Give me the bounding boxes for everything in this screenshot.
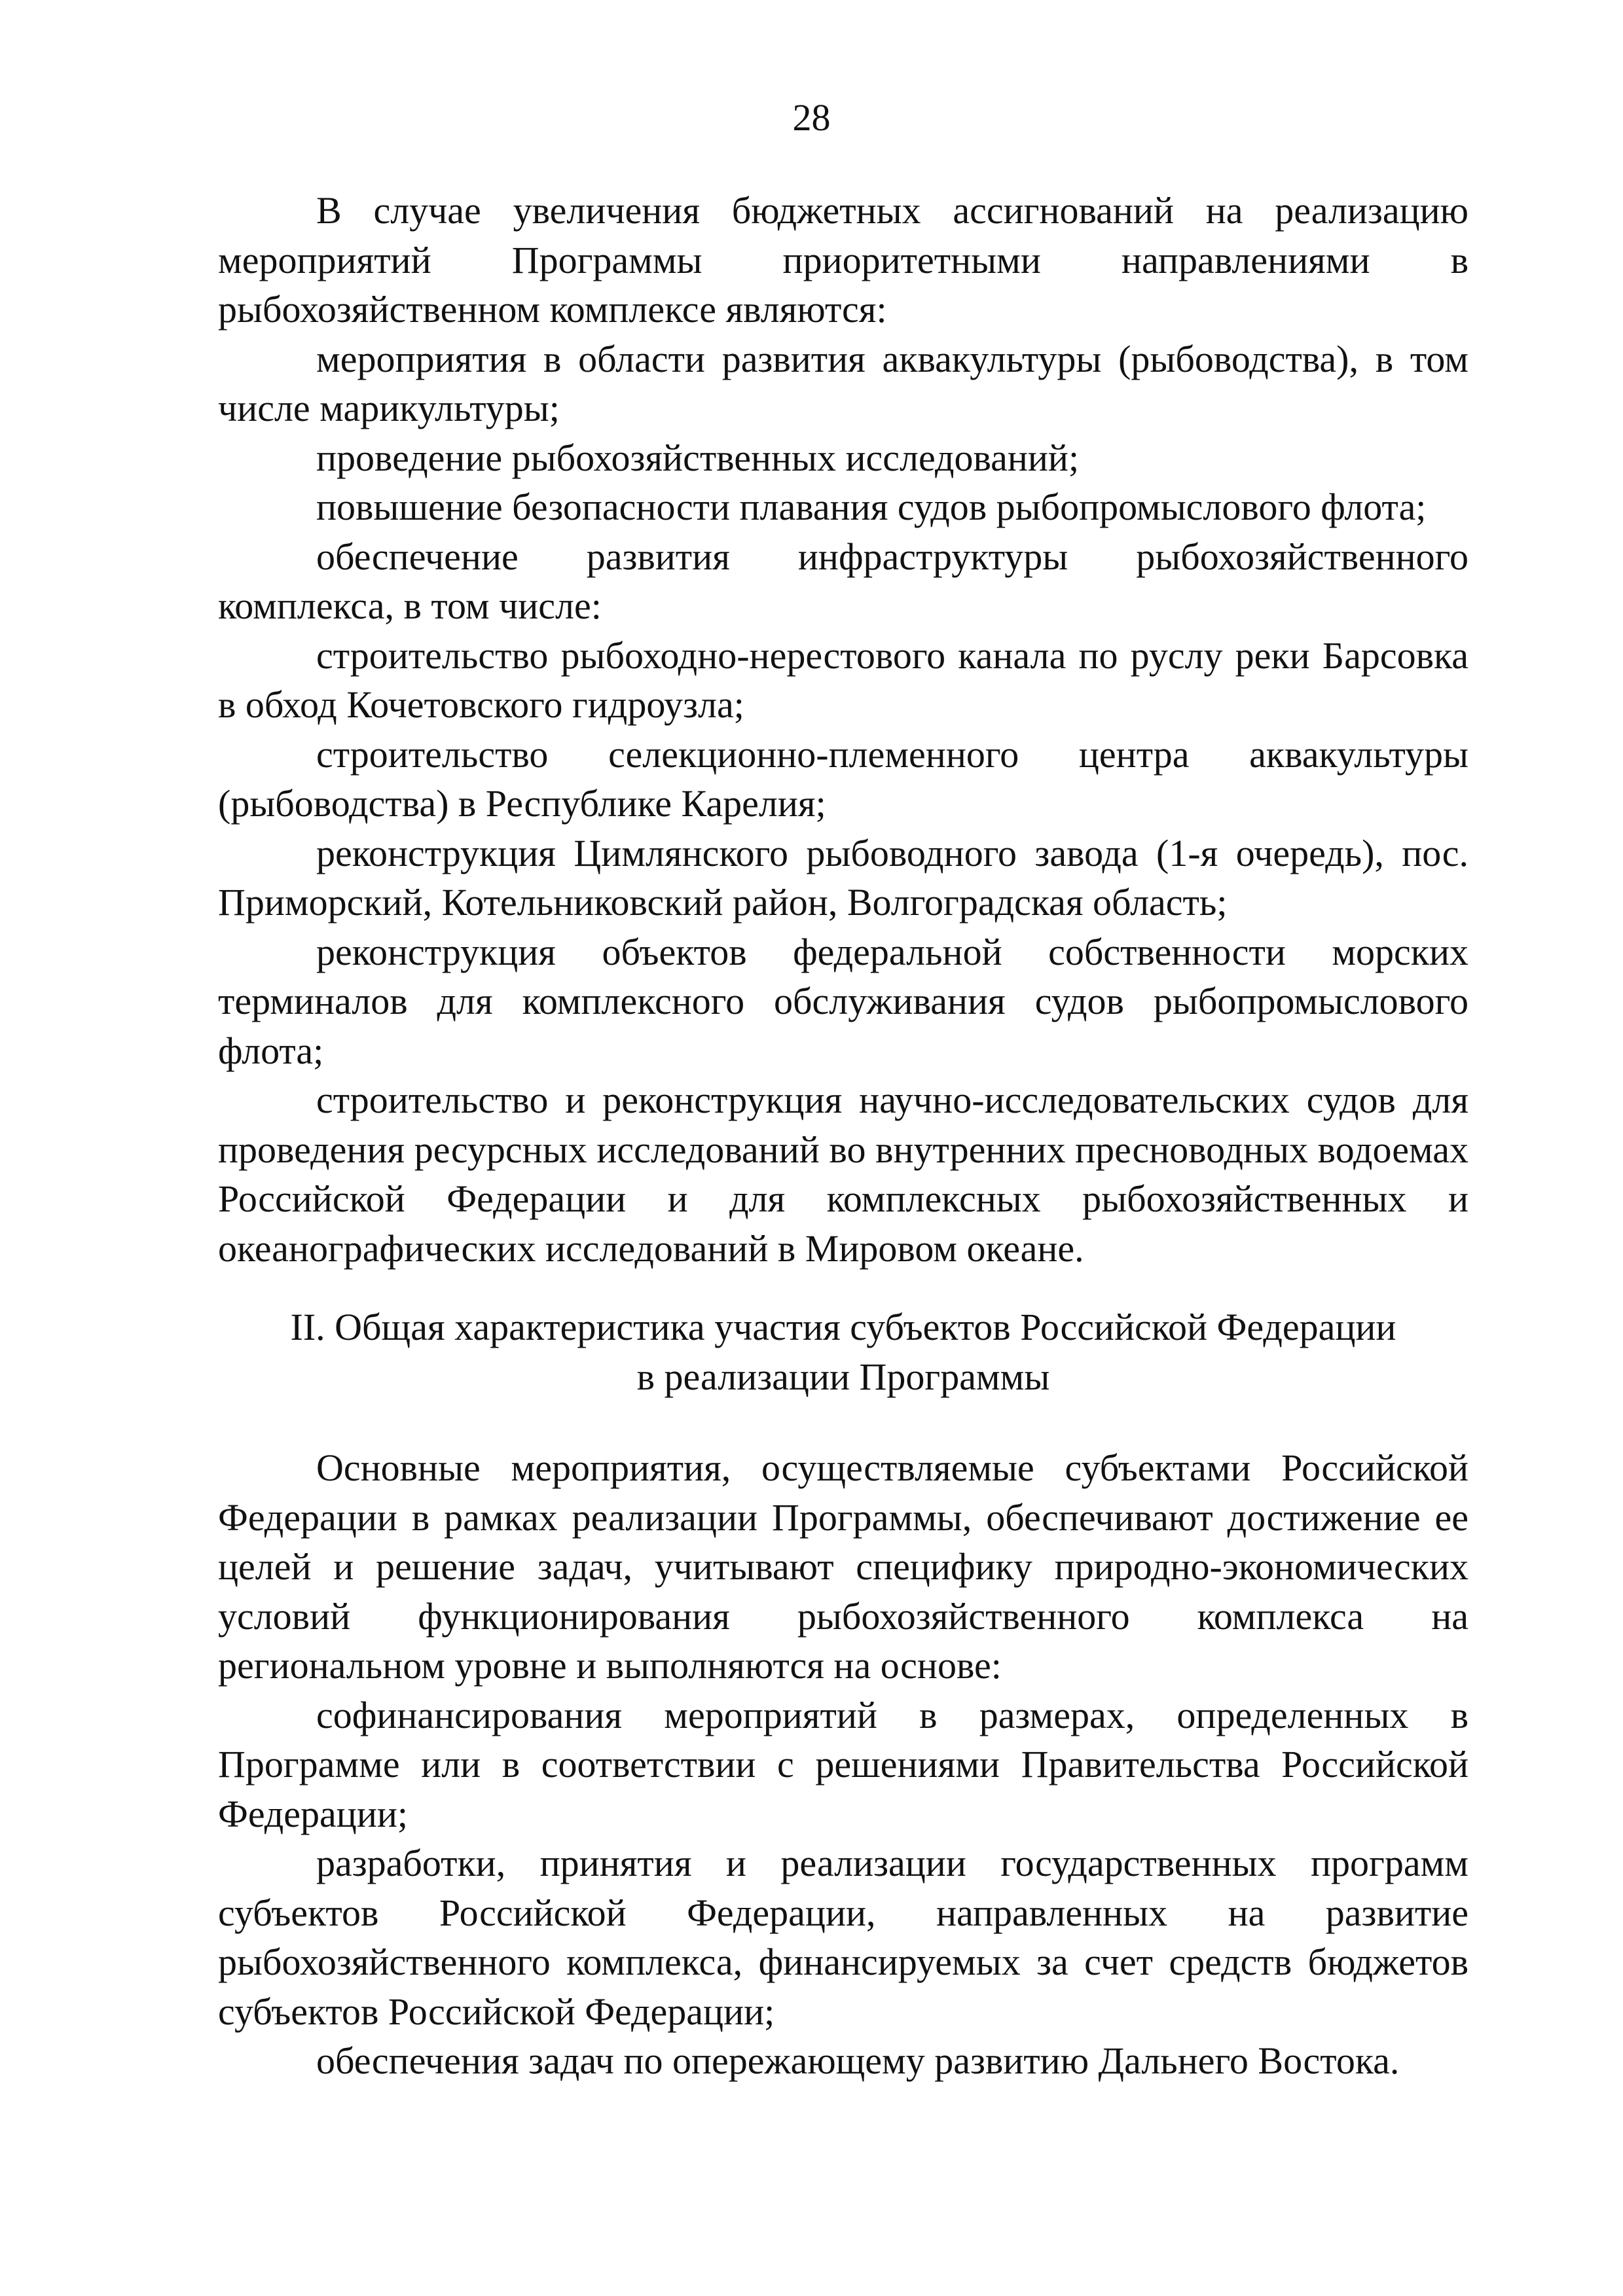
section-1-body: [218, 186, 1468, 1273]
paragraph: обеспечение развития инфраструктуры рыбохозяйственного комплекса, в том числе:: [218, 535, 1468, 627]
section-2-heading: [218, 1302, 1468, 1401]
paragraph: софинансирования мероприятий в размерах, определенных в Программе или в соответствии с решениями Правительства Российской Федерации;: [218, 1693, 1468, 1835]
paragraph: мероприятия в области развития аквакультуры (рыбоводства), в том числе марикультуры;: [218, 337, 1468, 429]
paragraph: разработки, принятия и реализации государственных программ субъектов Российской Федерации, направленных на развитие рыбохозяйственного комплекса, финансируемых за счет средств бюджетов субъектов Российской Федерации;: [218, 1842, 1468, 2033]
paragraph: реконструкция объектов федеральной собственности морских терминалов для комплексного обслуживания судов рыбопромыслового флота;: [218, 930, 1468, 1072]
paragraph: реконструкция Цимлянского рыбоводного завода (1-я очередь), пос. Приморский, Котельниковский район, Волгоградская область;: [218, 831, 1468, 924]
paragraph: проведение рыбохозяйственных исследований;: [316, 436, 1080, 479]
section-2-body: [218, 1443, 1468, 2086]
paragraph: повышение безопасности плавания судов рыбопромыслового флота;: [316, 486, 1427, 528]
page-number: 28: [792, 96, 831, 139]
section-heading-line: II. Общая характеристика участия субъектов Российской Федерации: [290, 1306, 1396, 1348]
paragraph: обеспечения задач по опережающему развитию Дальнего Востока.: [316, 2039, 1400, 2082]
paragraph: Основные мероприятия, осуществляемые субъектами Российской Федерации в рамках реализации Программы, обеспечивают достижение ее целей и решение задач, учитывают специфику природно-экономических условий функционирования рыбохозяйственного комплекса на региональном уровне и выполняются на основе:: [218, 1446, 1468, 1687]
paragraph: строительство и реконструкция научно-исследовательских судов для проведения ресурсных исследований во внутренних пресноводных водоемах Российской Федерации и для комплексных рыбохозяйственных и океанографических исследований в Мировом океане.: [218, 1079, 1468, 1270]
paragraph: В случае увеличения бюджетных ассигнований на реализацию мероприятий Программы приоритетными направлениями в рыбохозяйственном комплексе являются:: [218, 189, 1468, 331]
section-heading-line: в реализации Программы: [636, 1355, 1050, 1398]
paragraph: строительство селекционно-племенного центра аквакультуры (рыбоводства) в Республике Карелия;: [218, 732, 1468, 825]
paragraph: строительство рыбоходно-нерестового канала по руслу реки Барсовка в обход Кочетовского гидроузла;: [218, 634, 1468, 726]
